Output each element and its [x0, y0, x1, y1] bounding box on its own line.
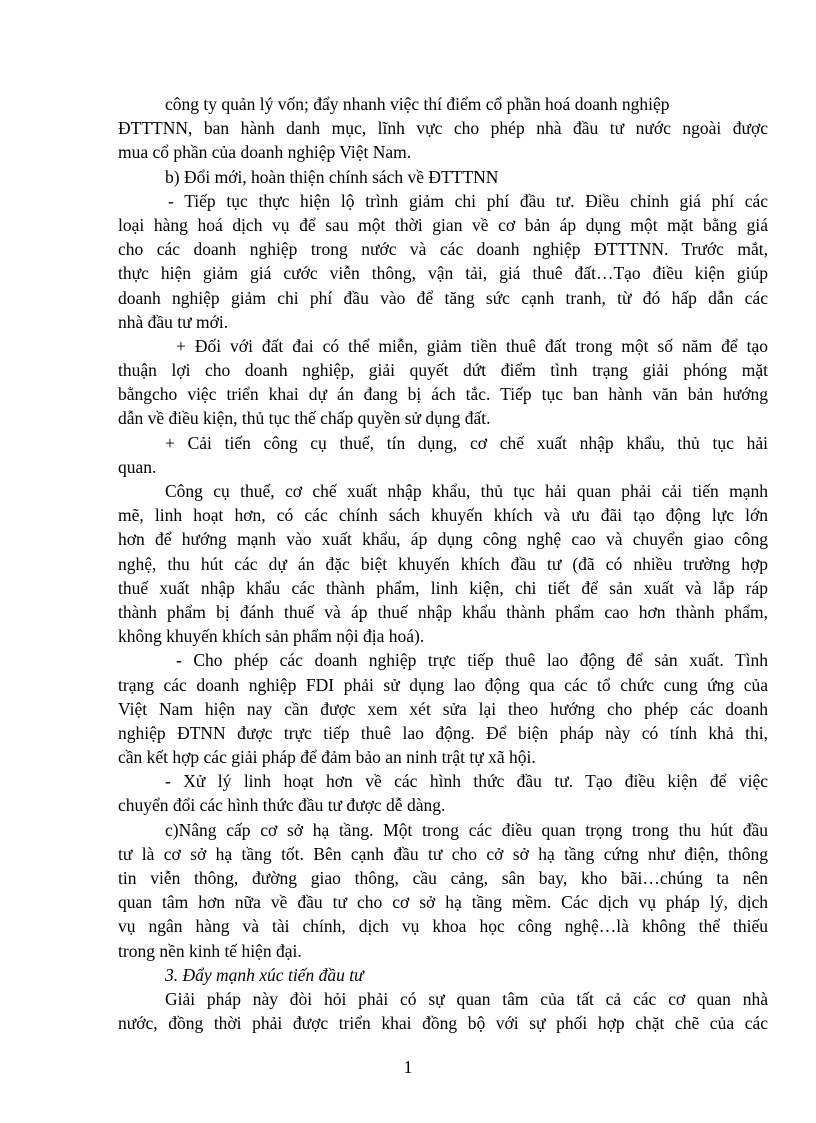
text-line: doanh nghiệp giảm chi phí đầu vào để tăng sức cạnh tranh, từ đó hấp dẫn các	[118, 287, 768, 308]
text-line: Việt Nam hiện nay cần được xem xét sửa lại theo hướng cho phép các doanh	[118, 698, 768, 719]
text-line: chuyển đổi các hình thức đầu tư được dễ dàng.	[118, 795, 446, 816]
text-line: quan.	[118, 456, 157, 477]
text-line: Giải pháp này đòi hỏi phải có sự quan tâm của tất cả các cơ quan nhà	[165, 988, 768, 1009]
text-line: trạng các doanh nghiệp FDI phải sử dụng lao động qua các tổ chức cung ứng của	[118, 674, 768, 695]
text-line: - Tiếp tục thực hiện lộ trình giảm chi phí đầu tư. Điều chỉnh giá phí các	[168, 190, 768, 211]
text-line: bằngcho việc triển khai dự án đang bị ách tắc. Tiếp tục ban hành văn bản hướng	[118, 384, 768, 405]
text-line: quan tâm hơn nữa về đầu tư cho cơ sở hạ tầng mềm. Các dịch vụ pháp lý, dịch	[118, 892, 768, 913]
text-line: ĐTTTNN, ban hành danh mục, lĩnh vực cho phép nhà đầu tư nước ngoài được	[118, 118, 768, 139]
text-line: nước, đồng thời phải được triển khai đồng bộ với sự phối hợp chặt chẽ của các	[118, 1013, 768, 1034]
text-line: thuận lợi cho doanh nghiệp, giải quyết dứt điểm tình trạng giải phóng mặt	[118, 360, 768, 381]
text-line: loại hàng hoá dịch vụ để sau một thời gian về cơ bản áp dụng một mặt bằng giá	[118, 214, 768, 235]
text-line: công ty quản lý vốn; đẩy nhanh việc thí điểm cổ phần hoá doanh nghiệp	[165, 94, 670, 114]
text-line: - Xử lý linh hoạt hơn về các hình thức đầu tư. Tạo điều kiện để việc	[165, 771, 768, 792]
text-line: trong nền kinh tế hiện đại.	[118, 940, 302, 961]
text-line: tin viễn thông, đường giao thông, cầu cảng, sân bay, kho bãi…chúng ta nên	[118, 868, 768, 888]
text-line: thực hiện giảm giá cước viễn thông, vận tải, giá thuê đất…Tạo điều kiện giúp	[118, 263, 768, 284]
text-line: không khuyến khích sản phẩm nội địa hoá).	[118, 626, 425, 647]
body-text	[118, 92, 768, 1035]
text-line: Công cụ thuế, cơ chế xuất nhập khẩu, thủ tục hải quan phải cải tiến mạnh	[165, 481, 768, 501]
text-line: - Cho phép các doanh nghiệp trực tiếp thuê lao động để sản xuất. Tình	[176, 650, 768, 671]
text-line: hơn để hướng mạnh vào xuất khẩu, áp dụng công nghệ cao và chuyển giao công	[118, 529, 768, 550]
text-line: mua cổ phần của doanh nghiệp Việt Nam.	[118, 142, 412, 163]
text-line: b) Đổi mới, hoàn thiện chính sách về ĐTTTNN	[165, 166, 499, 187]
text-line: c)Nâng cấp cơ sở hạ tầng. Một trong các điều quan trọng trong thu hút đầu	[165, 819, 768, 840]
text-line: mẽ, linh hoạt hơn, có các chính sách khuyến khích và ưu đãi tạo động lực lớn	[118, 505, 768, 526]
section-heading: 3. Đẩy mạnh xúc tiến đầu tư	[165, 964, 364, 985]
text-line: + Cải tiến công cụ thuế, tín dụng, cơ chế xuất nhập khẩu, thủ tục hải	[165, 432, 768, 453]
text-line: tư là cơ sở hạ tầng tốt. Bên cạnh đầu tư cho cở sở hạ tầng cứng như điện, thông	[118, 843, 768, 864]
page-number: 1	[403, 1057, 413, 1077]
text-line: + Đối với đất đai có thể miễn, giảm tiền thuê đất trong một số năm để tạo	[176, 335, 768, 356]
text-line: nghiệp ĐTNN được trực tiếp thuê lao động. Để biện pháp này có tính khả thi,	[118, 722, 768, 743]
text-line: thuế xuất nhập khẩu các thành phẩm, linh kiện, chi tiết để sản xuất và lắp ráp	[118, 577, 768, 598]
text-line: nhà đầu tư mới.	[118, 311, 229, 332]
text-line: nghệ, thu hút các dự án đặc biệt khuyến khích đầu tư (đã có nhiều trường hợp	[118, 553, 768, 574]
text-line: cho các doanh nghiệp trong nước và các doanh nghiệp ĐTTTNN. Trước mắt,	[118, 239, 768, 260]
text-line: vụ ngân hàng và tài chính, dịch vụ khoa học công nghệ…là không thể thiếu	[118, 916, 768, 937]
text-line: cần kết hợp các giải pháp để đảm bảo an ninh trật tự xã hội.	[118, 747, 536, 768]
text-line: dẫn về điều kiện, thủ tục thế chấp quyền sử dụng đất.	[118, 408, 491, 429]
text-line: thành phẩm bị đánh thuế và áp thuế nhập khẩu thành phẩm cao hơn thành phẩm,	[118, 601, 768, 622]
